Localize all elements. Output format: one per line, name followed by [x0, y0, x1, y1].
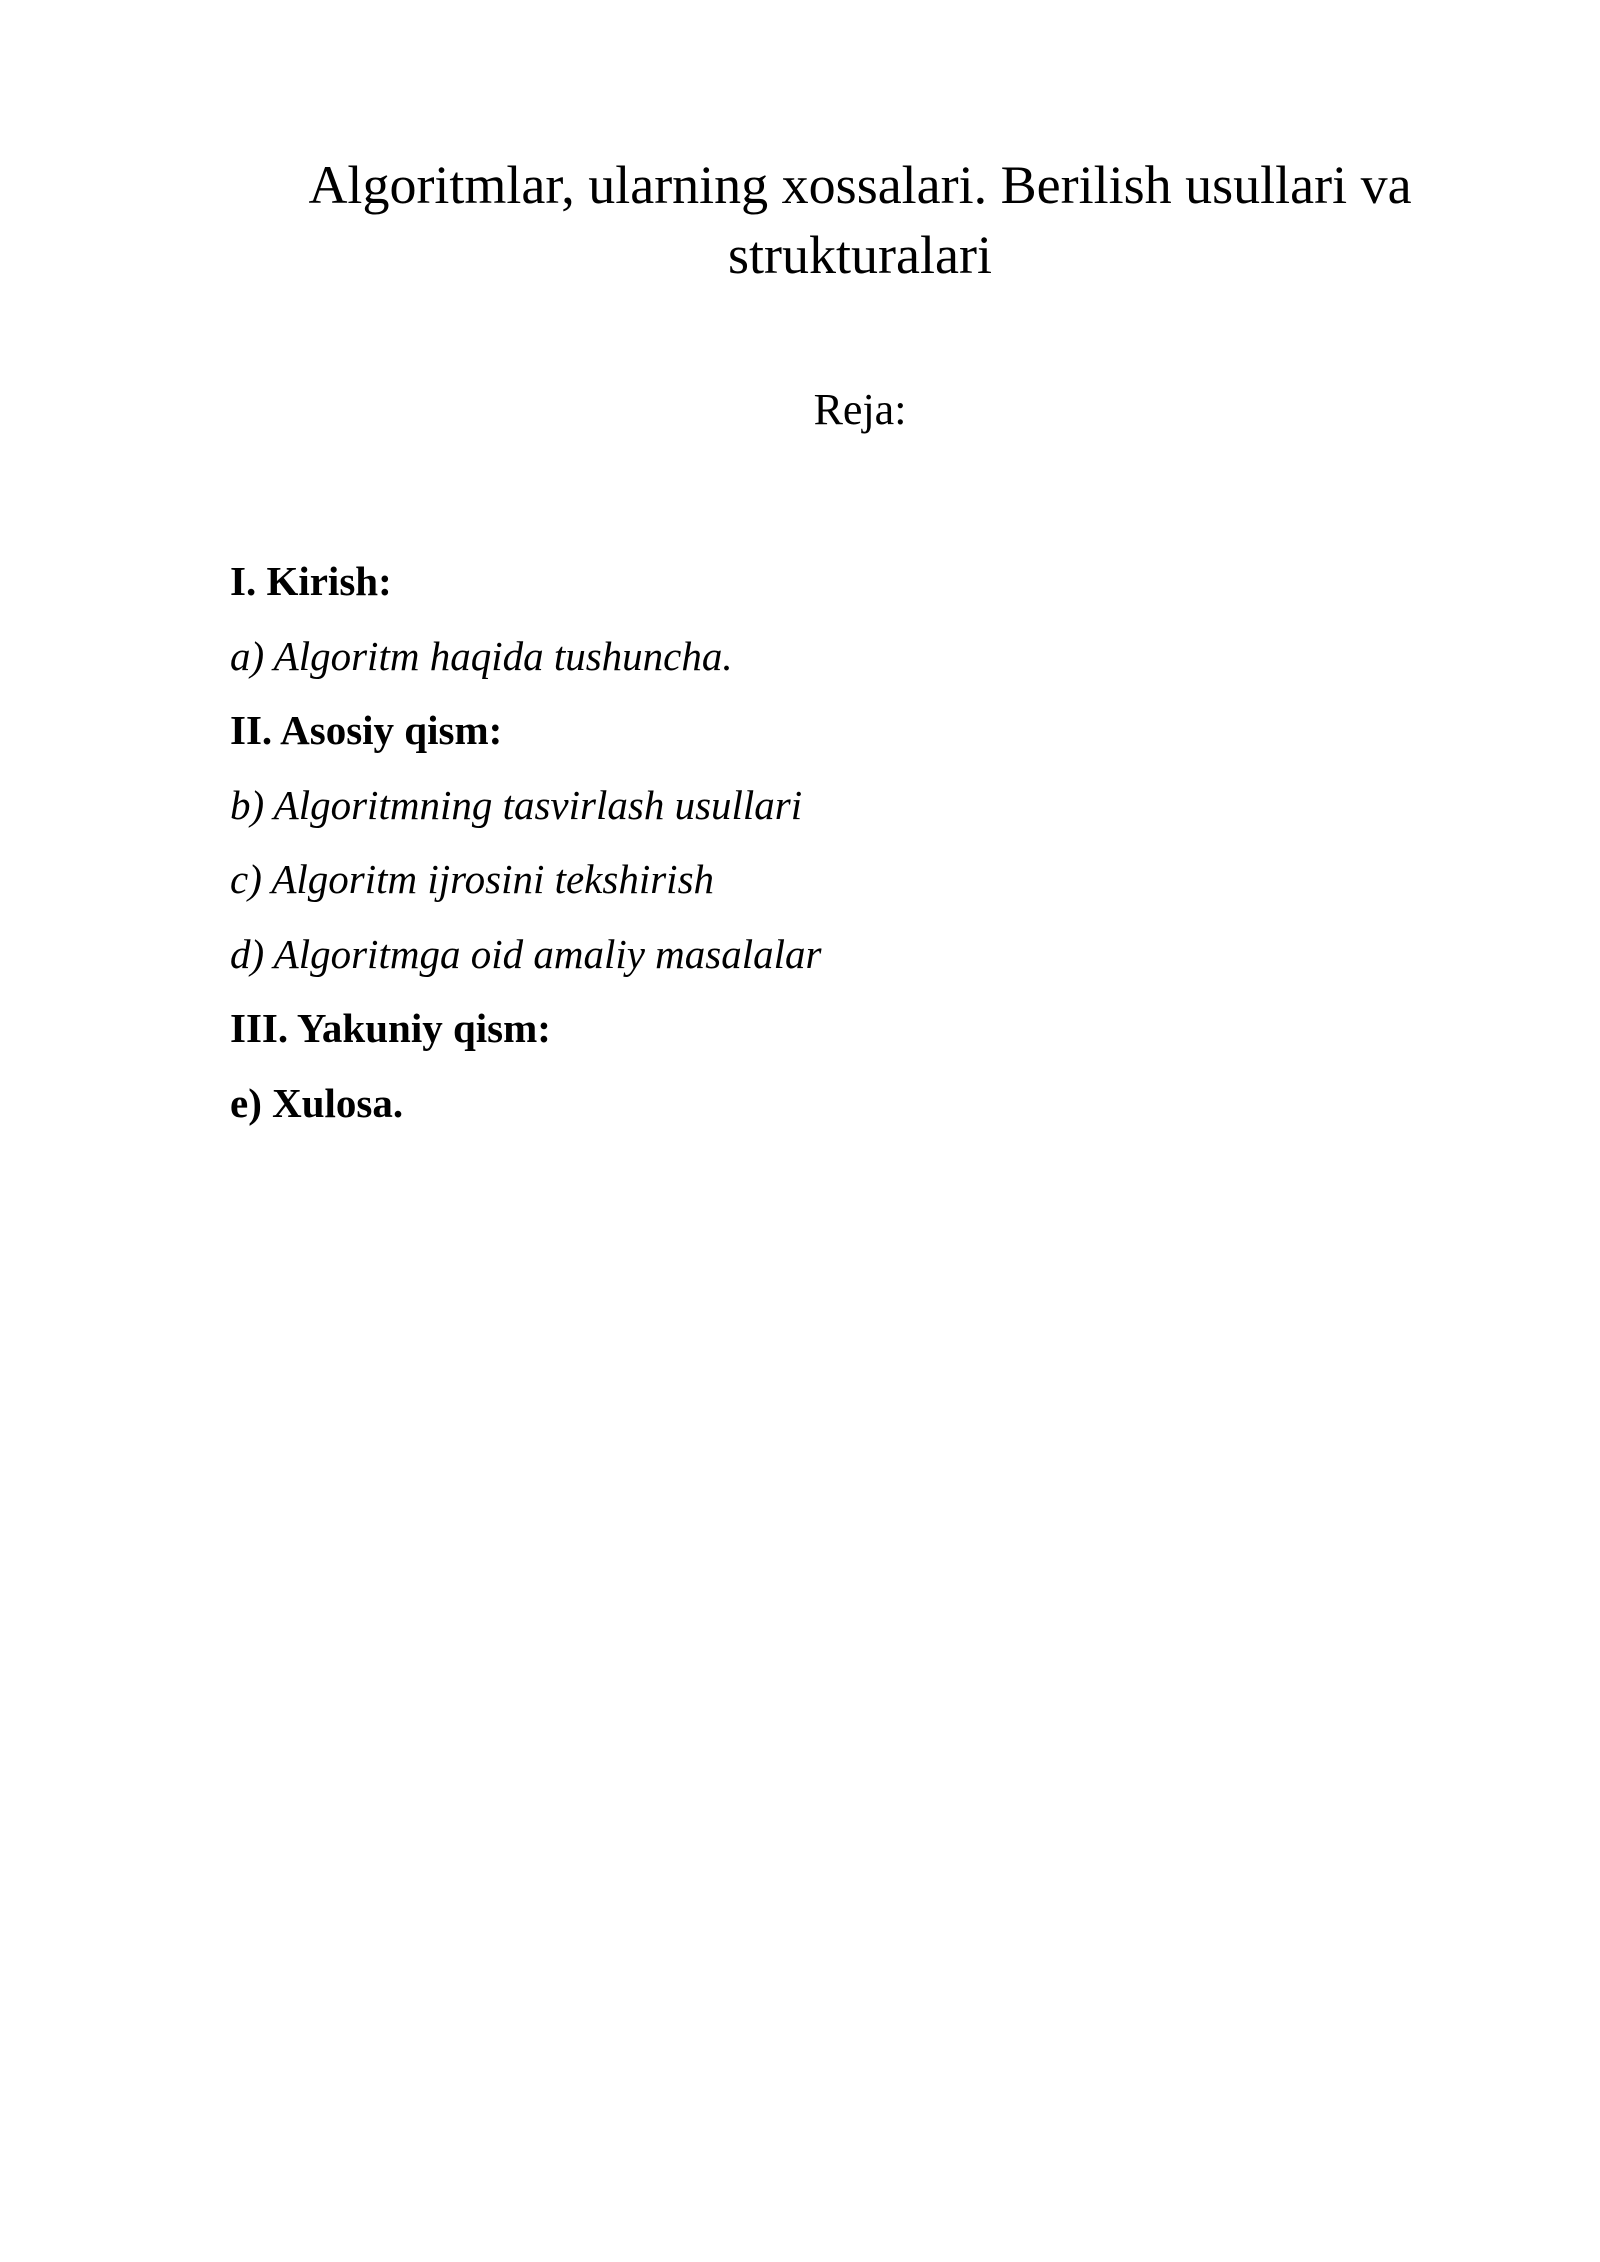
- plan-heading: Reja:: [813, 385, 907, 434]
- outline-item-c: c) Algoritm ijrosini tekshirish: [230, 856, 715, 902]
- plan-outline: [230, 556, 1430, 1152]
- outline-section-final: III. Yakuniy qism:: [230, 1005, 551, 1051]
- document-title: Algoritmlar, ularning xossalari. Berilish usullari va strukturalari: [308, 155, 1412, 285]
- outline-section-introduction: I. Kirish:: [230, 558, 392, 604]
- outline-section-main: II. Asosiy qism:: [230, 707, 503, 753]
- outline-item-a: a) Algoritm haqida tushuncha.: [230, 632, 733, 679]
- outline-item-e: e) Xulosa.: [230, 1079, 404, 1126]
- outline-item-b: b) Algoritmning tasvirlash usullari: [230, 781, 803, 828]
- outline-item-d: d) Algoritmga oid amaliy masalalar: [230, 930, 822, 977]
